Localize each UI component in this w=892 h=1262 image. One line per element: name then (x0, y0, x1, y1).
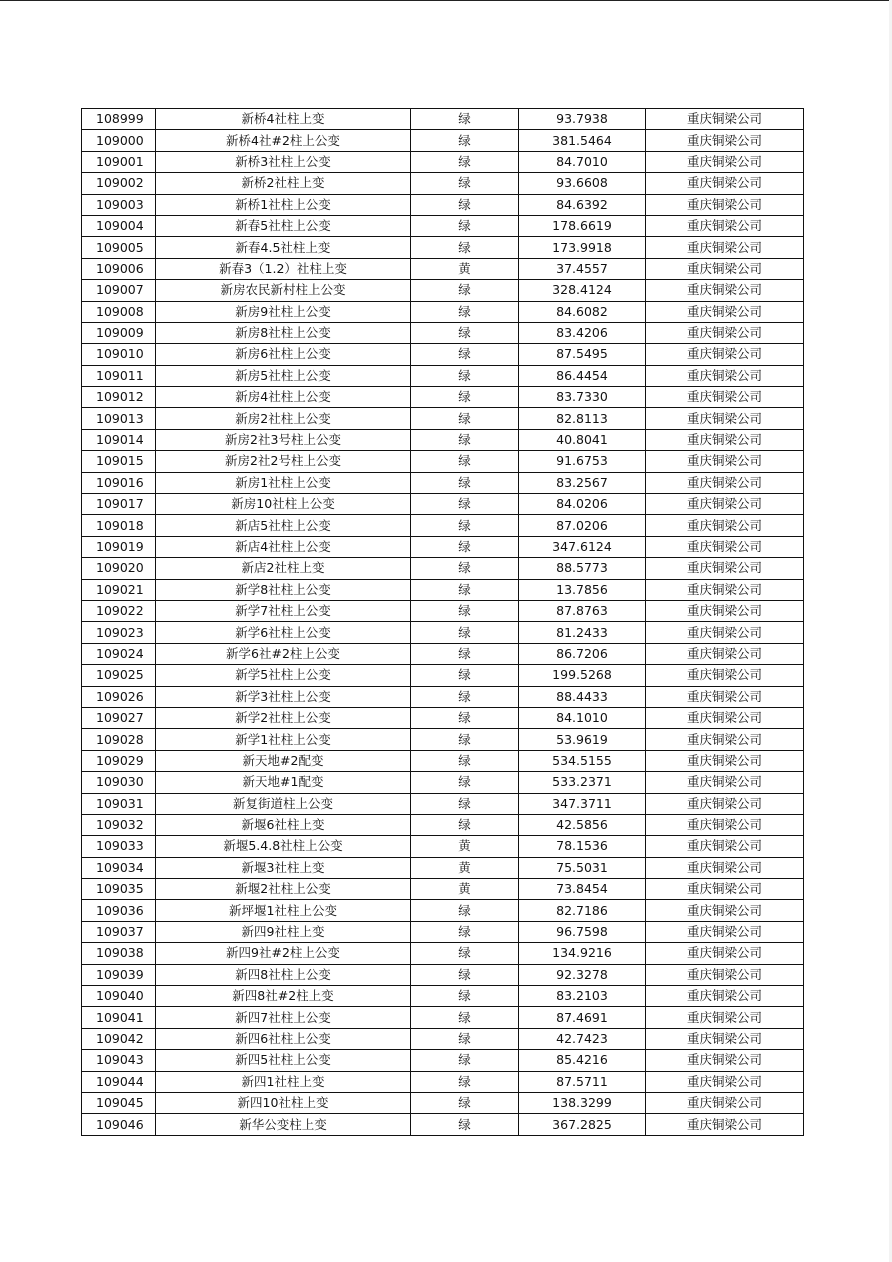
row-id-cell: 109031 (82, 793, 156, 814)
value-cell: 347.6124 (519, 536, 646, 557)
value-cell: 87.5711 (519, 1071, 646, 1092)
value-cell: 83.4206 (519, 322, 646, 343)
transformer-name-cell: 新春4.5社柱上变 (156, 237, 411, 258)
table-row (82, 322, 804, 343)
table-row (82, 793, 804, 814)
row-id-cell: 109038 (82, 943, 156, 964)
status-cell: 绿 (411, 1092, 519, 1113)
company-cell: 重庆铜梁公司 (646, 1050, 804, 1071)
transformer-name-cell: 新复街道柱上公变 (156, 793, 411, 814)
transformer-name-cell: 新四10社柱上变 (156, 1092, 411, 1113)
status-cell: 绿 (411, 665, 519, 686)
table-row (82, 365, 804, 386)
table-row (82, 857, 804, 878)
value-cell: 78.1536 (519, 836, 646, 857)
value-cell: 37.4557 (519, 258, 646, 279)
row-id-cell: 109036 (82, 900, 156, 921)
row-id-cell: 109041 (82, 1007, 156, 1028)
status-cell: 绿 (411, 280, 519, 301)
table-row (82, 215, 804, 236)
company-cell: 重庆铜梁公司 (646, 237, 804, 258)
transformer-name-cell: 新房农民新村柱上公变 (156, 280, 411, 301)
transformer-name-cell: 新学6社#2柱上公变 (156, 643, 411, 664)
status-cell: 黄 (411, 258, 519, 279)
row-id-cell: 109004 (82, 215, 156, 236)
table-row (82, 643, 804, 664)
status-cell: 黄 (411, 836, 519, 857)
company-cell: 重庆铜梁公司 (646, 836, 804, 857)
table-row (82, 1050, 804, 1071)
transformer-name-cell: 新四6社柱上公变 (156, 1028, 411, 1049)
value-cell: 92.3278 (519, 964, 646, 985)
company-cell: 重庆铜梁公司 (646, 622, 804, 643)
status-cell: 绿 (411, 429, 519, 450)
row-id-cell: 109010 (82, 344, 156, 365)
row-id-cell: 109016 (82, 472, 156, 493)
status-cell: 绿 (411, 729, 519, 750)
table-row (82, 836, 804, 857)
table-row (82, 921, 804, 942)
value-cell: 75.5031 (519, 857, 646, 878)
transformer-name-cell: 新店5社柱上公变 (156, 515, 411, 536)
row-id-cell: 109024 (82, 643, 156, 664)
transformer-name-cell: 新学7社柱上公变 (156, 600, 411, 621)
company-cell: 重庆铜梁公司 (646, 515, 804, 536)
company-cell: 重庆铜梁公司 (646, 280, 804, 301)
table-row (82, 579, 804, 600)
company-cell: 重庆铜梁公司 (646, 151, 804, 172)
table-row (82, 1092, 804, 1113)
value-cell: 87.0206 (519, 515, 646, 536)
company-cell: 重庆铜梁公司 (646, 750, 804, 771)
row-id-cell: 109039 (82, 964, 156, 985)
row-id-cell: 109022 (82, 600, 156, 621)
table-row (82, 515, 804, 536)
row-id-cell: 109015 (82, 451, 156, 472)
status-cell: 绿 (411, 515, 519, 536)
value-cell: 199.5268 (519, 665, 646, 686)
value-cell: 73.8454 (519, 879, 646, 900)
row-id-cell: 109013 (82, 408, 156, 429)
company-cell: 重庆铜梁公司 (646, 194, 804, 215)
table-row (82, 173, 804, 194)
company-cell: 重庆铜梁公司 (646, 1028, 804, 1049)
status-cell: 绿 (411, 579, 519, 600)
table-row (82, 130, 804, 151)
status-cell: 绿 (411, 387, 519, 408)
transformer-name-cell: 新学3社柱上公变 (156, 686, 411, 707)
company-cell: 重庆铜梁公司 (646, 964, 804, 985)
company-cell: 重庆铜梁公司 (646, 857, 804, 878)
table-row (82, 301, 804, 322)
status-cell: 绿 (411, 472, 519, 493)
company-cell: 重庆铜梁公司 (646, 558, 804, 579)
transformer-name-cell: 新店4社柱上公变 (156, 536, 411, 557)
status-cell: 绿 (411, 1114, 519, 1135)
transformer-name-cell: 新桥2社柱上变 (156, 173, 411, 194)
transformer-name-cell: 新天地#1配变 (156, 772, 411, 793)
status-cell: 绿 (411, 237, 519, 258)
table-row (82, 1071, 804, 1092)
company-cell: 重庆铜梁公司 (646, 322, 804, 343)
transformer-name-cell: 新坪堰1社柱上公变 (156, 900, 411, 921)
value-cell: 84.6392 (519, 194, 646, 215)
company-cell: 重庆铜梁公司 (646, 472, 804, 493)
status-cell: 绿 (411, 151, 519, 172)
row-id-cell: 109002 (82, 173, 156, 194)
status-cell: 绿 (411, 1007, 519, 1028)
table-row (82, 237, 804, 258)
value-cell: 83.7330 (519, 387, 646, 408)
company-cell: 重庆铜梁公司 (646, 429, 804, 450)
value-cell: 93.7938 (519, 109, 646, 130)
value-cell: 86.7206 (519, 643, 646, 664)
value-cell: 347.3711 (519, 793, 646, 814)
value-cell: 93.6608 (519, 173, 646, 194)
status-cell: 绿 (411, 109, 519, 130)
row-id-cell: 108999 (82, 109, 156, 130)
row-id-cell: 109032 (82, 814, 156, 835)
row-id-cell: 109046 (82, 1114, 156, 1135)
value-cell: 85.4216 (519, 1050, 646, 1071)
row-id-cell: 109028 (82, 729, 156, 750)
row-id-cell: 109011 (82, 365, 156, 386)
transformer-name-cell: 新桥1社柱上公变 (156, 194, 411, 215)
status-cell: 绿 (411, 943, 519, 964)
table-row (82, 750, 804, 771)
company-cell: 重庆铜梁公司 (646, 1007, 804, 1028)
value-cell: 84.0206 (519, 494, 646, 515)
status-cell: 绿 (411, 1071, 519, 1092)
company-cell: 重庆铜梁公司 (646, 772, 804, 793)
status-cell: 绿 (411, 365, 519, 386)
value-cell: 84.6082 (519, 301, 646, 322)
status-cell: 绿 (411, 814, 519, 835)
table-body (82, 109, 804, 1136)
row-id-cell: 109009 (82, 322, 156, 343)
value-cell: 367.2825 (519, 1114, 646, 1135)
row-id-cell: 109037 (82, 921, 156, 942)
company-cell: 重庆铜梁公司 (646, 579, 804, 600)
status-cell: 绿 (411, 536, 519, 557)
table-row (82, 258, 804, 279)
transformer-name-cell: 新四8社柱上公变 (156, 964, 411, 985)
value-cell: 178.6619 (519, 215, 646, 236)
transformer-name-cell: 新房2社2号柱上公变 (156, 451, 411, 472)
row-id-cell: 109040 (82, 986, 156, 1007)
table-row (82, 387, 804, 408)
company-cell: 重庆铜梁公司 (646, 494, 804, 515)
status-cell: 绿 (411, 558, 519, 579)
value-cell: 381.5464 (519, 130, 646, 151)
value-cell: 533.2371 (519, 772, 646, 793)
company-cell: 重庆铜梁公司 (646, 215, 804, 236)
table-row (82, 943, 804, 964)
value-cell: 534.5155 (519, 750, 646, 771)
row-id-cell: 109020 (82, 558, 156, 579)
row-id-cell: 109025 (82, 665, 156, 686)
company-cell: 重庆铜梁公司 (646, 1114, 804, 1135)
transformer-name-cell: 新华公变柱上变 (156, 1114, 411, 1135)
table-row (82, 964, 804, 985)
status-cell: 绿 (411, 344, 519, 365)
value-cell: 328.4124 (519, 280, 646, 301)
transformer-name-cell: 新学5社柱上公变 (156, 665, 411, 686)
transformer-name-cell: 新房2社柱上公变 (156, 408, 411, 429)
table-row (82, 900, 804, 921)
table-row (82, 686, 804, 707)
value-cell: 87.8763 (519, 600, 646, 621)
row-id-cell: 109029 (82, 750, 156, 771)
company-cell: 重庆铜梁公司 (646, 793, 804, 814)
company-cell: 重庆铜梁公司 (646, 451, 804, 472)
value-cell: 81.2433 (519, 622, 646, 643)
table-row (82, 814, 804, 835)
table-row (82, 280, 804, 301)
transformer-name-cell: 新堰2社柱上公变 (156, 879, 411, 900)
table-row (82, 536, 804, 557)
company-cell: 重庆铜梁公司 (646, 301, 804, 322)
company-cell: 重庆铜梁公司 (646, 1092, 804, 1113)
table-row (82, 729, 804, 750)
table-row (82, 494, 804, 515)
status-cell: 绿 (411, 408, 519, 429)
row-id-cell: 109043 (82, 1050, 156, 1071)
transformer-name-cell: 新四8社#2柱上变 (156, 986, 411, 1007)
row-id-cell: 109042 (82, 1028, 156, 1049)
value-cell: 42.7423 (519, 1028, 646, 1049)
row-id-cell: 109000 (82, 130, 156, 151)
value-cell: 86.4454 (519, 365, 646, 386)
transformer-name-cell: 新房6社柱上公变 (156, 344, 411, 365)
value-cell: 82.8113 (519, 408, 646, 429)
table-row (82, 151, 804, 172)
status-cell: 绿 (411, 1028, 519, 1049)
company-cell: 重庆铜梁公司 (646, 665, 804, 686)
status-cell: 黄 (411, 857, 519, 878)
transformer-name-cell: 新学1社柱上公变 (156, 729, 411, 750)
row-id-cell: 109003 (82, 194, 156, 215)
row-id-cell: 109045 (82, 1092, 156, 1113)
value-cell: 134.9216 (519, 943, 646, 964)
transformer-name-cell: 新堰5.4.8社柱上公变 (156, 836, 411, 857)
status-cell: 黄 (411, 879, 519, 900)
status-cell: 绿 (411, 1050, 519, 1071)
row-id-cell: 109033 (82, 836, 156, 857)
status-cell: 绿 (411, 964, 519, 985)
company-cell: 重庆铜梁公司 (646, 879, 804, 900)
value-cell: 87.4691 (519, 1007, 646, 1028)
value-cell: 84.7010 (519, 151, 646, 172)
value-cell: 96.7598 (519, 921, 646, 942)
transformer-name-cell: 新学8社柱上公变 (156, 579, 411, 600)
row-id-cell: 109018 (82, 515, 156, 536)
transformer-name-cell: 新店2社柱上变 (156, 558, 411, 579)
transformer-name-cell: 新四7社柱上公变 (156, 1007, 411, 1028)
status-cell: 绿 (411, 173, 519, 194)
row-id-cell: 109017 (82, 494, 156, 515)
table-row (82, 1007, 804, 1028)
table-row (82, 707, 804, 728)
status-cell: 绿 (411, 451, 519, 472)
transformer-name-cell: 新四9社#2柱上公变 (156, 943, 411, 964)
status-cell: 绿 (411, 215, 519, 236)
transformer-name-cell: 新桥4社柱上变 (156, 109, 411, 130)
transformer-name-cell: 新四1社柱上变 (156, 1071, 411, 1092)
table-row (82, 451, 804, 472)
transformer-name-cell: 新房9社柱上公变 (156, 301, 411, 322)
transformer-name-cell: 新房2社3号柱上公变 (156, 429, 411, 450)
status-cell: 绿 (411, 600, 519, 621)
table-row (82, 772, 804, 793)
company-cell: 重庆铜梁公司 (646, 600, 804, 621)
status-cell: 绿 (411, 686, 519, 707)
row-id-cell: 109023 (82, 622, 156, 643)
transformer-name-cell: 新春5社柱上公变 (156, 215, 411, 236)
company-cell: 重庆铜梁公司 (646, 643, 804, 664)
value-cell: 173.9918 (519, 237, 646, 258)
company-cell: 重庆铜梁公司 (646, 707, 804, 728)
company-cell: 重庆铜梁公司 (646, 173, 804, 194)
transformer-name-cell: 新桥4社#2柱上公变 (156, 130, 411, 151)
status-cell: 绿 (411, 900, 519, 921)
status-cell: 绿 (411, 130, 519, 151)
company-cell: 重庆铜梁公司 (646, 943, 804, 964)
row-id-cell: 109019 (82, 536, 156, 557)
value-cell: 84.1010 (519, 707, 646, 728)
company-cell: 重庆铜梁公司 (646, 729, 804, 750)
transformer-name-cell: 新堰6社柱上变 (156, 814, 411, 835)
table-row (82, 665, 804, 686)
value-cell: 138.3299 (519, 1092, 646, 1113)
status-cell: 绿 (411, 322, 519, 343)
company-cell: 重庆铜梁公司 (646, 387, 804, 408)
table-row (82, 408, 804, 429)
company-cell: 重庆铜梁公司 (646, 130, 804, 151)
status-cell: 绿 (411, 643, 519, 664)
table-row (82, 344, 804, 365)
value-cell: 83.2103 (519, 986, 646, 1007)
company-cell: 重庆铜梁公司 (646, 986, 804, 1007)
table-row (82, 109, 804, 130)
status-cell: 绿 (411, 622, 519, 643)
table-row (82, 194, 804, 215)
transformer-name-cell: 新春3（1.2）社柱上变 (156, 258, 411, 279)
value-cell: 83.2567 (519, 472, 646, 493)
company-cell: 重庆铜梁公司 (646, 258, 804, 279)
company-cell: 重庆铜梁公司 (646, 344, 804, 365)
transformer-name-cell: 新天地#2配变 (156, 750, 411, 771)
transformer-name-cell: 新房1社柱上公变 (156, 472, 411, 493)
status-cell: 绿 (411, 194, 519, 215)
value-cell: 87.5495 (519, 344, 646, 365)
table-row (82, 622, 804, 643)
value-cell: 42.5856 (519, 814, 646, 835)
transformer-name-cell: 新房8社柱上公变 (156, 322, 411, 343)
row-id-cell: 109027 (82, 707, 156, 728)
value-cell: 13.7856 (519, 579, 646, 600)
status-cell: 绿 (411, 494, 519, 515)
company-cell: 重庆铜梁公司 (646, 921, 804, 942)
value-cell: 40.8041 (519, 429, 646, 450)
transformer-name-cell: 新堰3社柱上变 (156, 857, 411, 878)
status-cell: 绿 (411, 793, 519, 814)
company-cell: 重庆铜梁公司 (646, 900, 804, 921)
transformer-name-cell: 新房4社柱上公变 (156, 387, 411, 408)
company-cell: 重庆铜梁公司 (646, 686, 804, 707)
company-cell: 重庆铜梁公司 (646, 1071, 804, 1092)
row-id-cell: 109005 (82, 237, 156, 258)
value-cell: 53.9619 (519, 729, 646, 750)
table-row (82, 1114, 804, 1135)
status-cell: 绿 (411, 921, 519, 942)
status-cell: 绿 (411, 986, 519, 1007)
company-cell: 重庆铜梁公司 (646, 109, 804, 130)
row-id-cell: 109021 (82, 579, 156, 600)
transformer-name-cell: 新房5社柱上公变 (156, 365, 411, 386)
status-cell: 绿 (411, 750, 519, 771)
table-row (82, 558, 804, 579)
status-cell: 绿 (411, 772, 519, 793)
transformer-name-cell: 新四9社柱上变 (156, 921, 411, 942)
row-id-cell: 109026 (82, 686, 156, 707)
page-top-border (0, 0, 892, 1)
transformer-table (81, 108, 804, 1136)
value-cell: 91.6753 (519, 451, 646, 472)
transformer-name-cell: 新学2社柱上公变 (156, 707, 411, 728)
transformer-name-cell: 新房10社柱上公变 (156, 494, 411, 515)
row-id-cell: 109006 (82, 258, 156, 279)
transformer-name-cell: 新桥3社柱上公变 (156, 151, 411, 172)
status-cell: 绿 (411, 707, 519, 728)
row-id-cell: 109001 (82, 151, 156, 172)
value-cell: 88.4433 (519, 686, 646, 707)
row-id-cell: 109030 (82, 772, 156, 793)
table-row (82, 986, 804, 1007)
table-row (82, 879, 804, 900)
value-cell: 82.7186 (519, 900, 646, 921)
row-id-cell: 109044 (82, 1071, 156, 1092)
table-row (82, 472, 804, 493)
company-cell: 重庆铜梁公司 (646, 814, 804, 835)
value-cell: 88.5773 (519, 558, 646, 579)
table-row (82, 600, 804, 621)
transformer-name-cell: 新四5社柱上公变 (156, 1050, 411, 1071)
row-id-cell: 109014 (82, 429, 156, 450)
row-id-cell: 109008 (82, 301, 156, 322)
row-id-cell: 109012 (82, 387, 156, 408)
company-cell: 重庆铜梁公司 (646, 408, 804, 429)
transformer-name-cell: 新学6社柱上公变 (156, 622, 411, 643)
company-cell: 重庆铜梁公司 (646, 536, 804, 557)
row-id-cell: 109035 (82, 879, 156, 900)
row-id-cell: 109007 (82, 280, 156, 301)
row-id-cell: 109034 (82, 857, 156, 878)
status-cell: 绿 (411, 301, 519, 322)
table-row (82, 429, 804, 450)
table-row (82, 1028, 804, 1049)
company-cell: 重庆铜梁公司 (646, 365, 804, 386)
